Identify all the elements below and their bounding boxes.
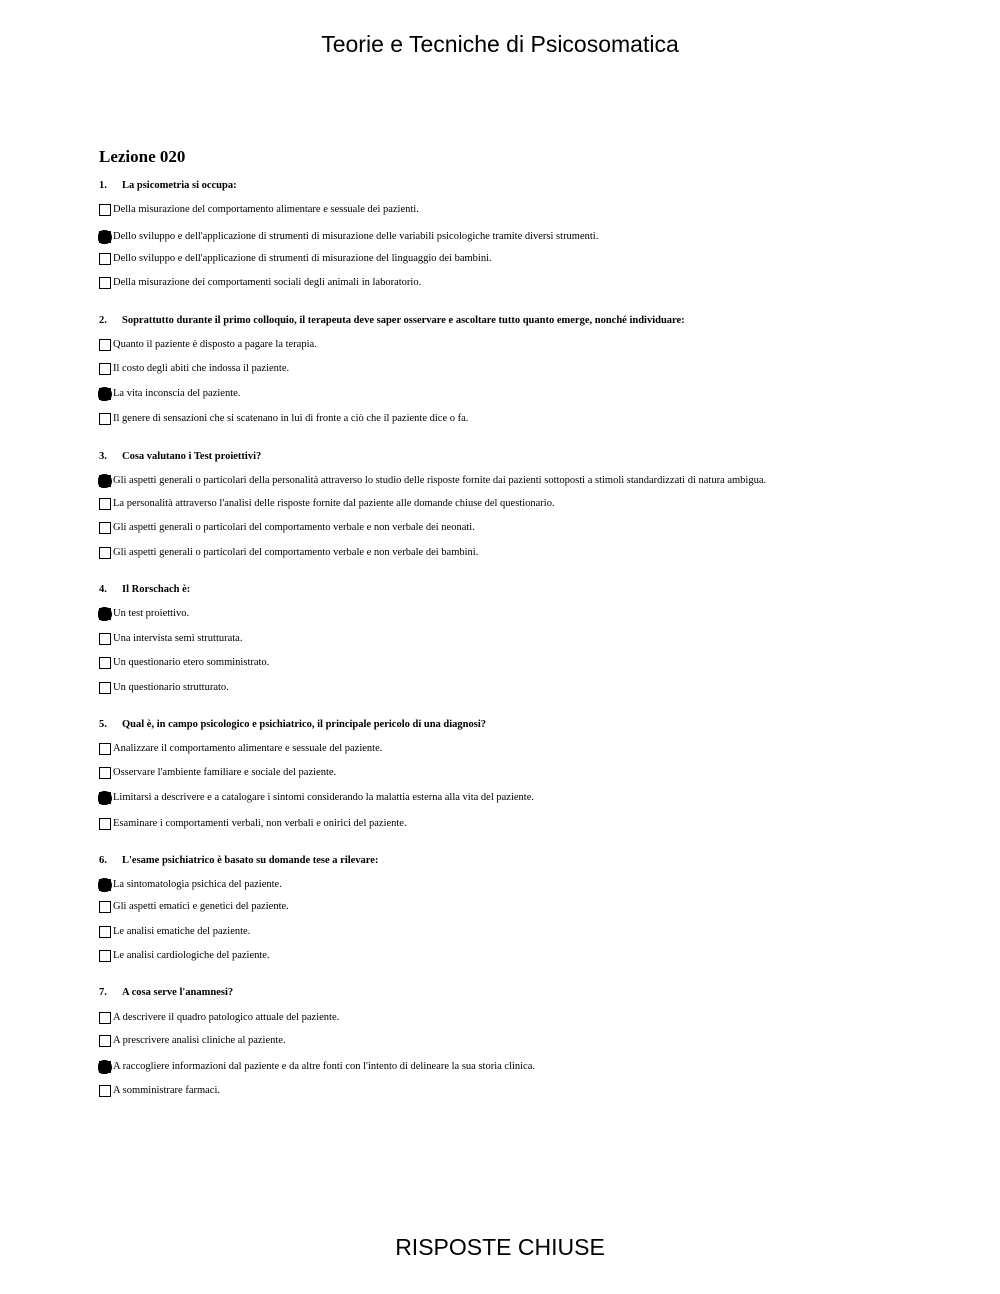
question-number: 2. <box>99 315 107 326</box>
checkbox[interactable] <box>99 277 111 289</box>
answer-option[interactable] <box>99 816 407 831</box>
question-title <box>99 180 237 191</box>
checkbox-checked[interactable] <box>99 388 111 400</box>
answer-option[interactable] <box>99 790 534 805</box>
answer-option-label: Gli aspetti generali o particolari del comportamento verbale e non verbale dei bambini. <box>113 547 479 558</box>
answer-option[interactable] <box>99 606 189 621</box>
question-text: Qual è, in campo psicologico e psichiatrico, il principale pericolo di una diagnosi? <box>122 719 487 730</box>
answer-option-label: Un test proiettivo. <box>113 608 190 619</box>
answer-option-label: Analizzare il comportamento alimentare e sessuale del paziente. <box>113 743 383 754</box>
checkbox-checked[interactable] <box>99 1061 111 1073</box>
checkbox-checked[interactable] <box>99 231 111 243</box>
question-number: 6. <box>99 855 107 866</box>
checkbox[interactable] <box>99 547 111 559</box>
answer-option[interactable] <box>99 361 289 376</box>
checkbox[interactable] <box>99 522 111 534</box>
question-text: Cosa valutano i Test proiettivi? <box>122 451 262 462</box>
question-number: 3. <box>99 451 107 462</box>
answer-option-label: A somministrare farmaci. <box>113 1085 221 1096</box>
answer-option-label: Quanto il paziente è disposto a pagare la terapia. <box>113 339 317 350</box>
answer-option-label: Dello sviluppo e dell'applicazione di strumenti di misurazione del linguaggio dei bambini. <box>113 253 492 264</box>
checkbox[interactable] <box>99 1012 111 1024</box>
answer-option[interactable] <box>99 948 270 963</box>
answer-option[interactable] <box>99 1083 220 1098</box>
question-number: 7. <box>99 987 107 998</box>
checkbox[interactable] <box>99 253 111 265</box>
answer-option-label: Un questionario strutturato. <box>113 682 229 693</box>
question-title <box>99 315 685 326</box>
answer-option[interactable] <box>99 473 766 488</box>
checkbox[interactable] <box>99 950 111 962</box>
answer-option-label: Le analisi cardiologiche del paziente. <box>113 950 270 961</box>
checkbox-checked[interactable] <box>99 879 111 891</box>
answer-option-label: A raccogliere informazioni dal paziente e da altre fonti con l'intento di delineare la sua storia clinica. <box>113 1061 536 1072</box>
answer-option-label: Limitarsi a descrivere e a catalogare i sintomi considerando la malattia esterna alla vita del paziente. <box>113 792 534 803</box>
answer-option[interactable] <box>99 899 289 914</box>
question-title <box>99 855 378 866</box>
question-text: A cosa serve l'anamnesi? <box>122 987 234 998</box>
answer-option[interactable] <box>99 275 421 290</box>
question-text: La psicometria si occupa: <box>122 180 237 191</box>
answer-option[interactable] <box>99 655 269 670</box>
answer-option[interactable] <box>99 680 229 695</box>
checkbox[interactable] <box>99 633 111 645</box>
answer-option[interactable] <box>99 1059 535 1074</box>
checkbox[interactable] <box>99 204 111 216</box>
question-number: 4. <box>99 584 107 595</box>
answer-option[interactable] <box>99 251 492 266</box>
checkbox-checked[interactable] <box>99 475 111 487</box>
answer-option[interactable] <box>99 202 419 217</box>
answer-option[interactable] <box>99 924 250 939</box>
question-number: 5. <box>99 719 107 730</box>
answer-option-label: La personalità attraverso l'analisi delle risposte fornite dal paziente alle domande chiuse del questionario. <box>113 498 555 509</box>
checkbox[interactable] <box>99 413 111 425</box>
answer-option[interactable] <box>99 411 468 426</box>
answer-option-label: Dello sviluppo e dell'applicazione di strumenti di misurazione delle variabili psicologiche tramite diversi strumenti. <box>113 231 599 242</box>
question-text: Il Rorschach è: <box>122 584 191 595</box>
lesson-heading: Lezione 020 <box>99 147 186 166</box>
answer-option-label: Una intervista semi strutturata. <box>113 633 243 644</box>
answer-option[interactable] <box>99 545 478 560</box>
question-text: L'esame psichiatrico è basato su domande tese a rilevare: <box>122 855 379 866</box>
answer-option-label: Gli aspetti ematici e genetici del paziente. <box>113 901 289 912</box>
answer-option[interactable] <box>99 741 382 756</box>
checkbox[interactable] <box>99 657 111 669</box>
answer-option[interactable] <box>99 337 317 352</box>
checkbox[interactable] <box>99 767 111 779</box>
checkbox-checked[interactable] <box>99 608 111 620</box>
question-title <box>99 987 233 998</box>
answer-option[interactable] <box>99 1010 339 1025</box>
checkbox-checked[interactable] <box>99 792 111 804</box>
answer-option-label: Osservare l'ambiente familiare e sociale del paziente. <box>113 767 337 778</box>
answer-option-label: La vita inconscia del paziente. <box>113 388 241 399</box>
checkbox[interactable] <box>99 926 111 938</box>
answer-option[interactable] <box>99 386 240 401</box>
answer-option-label: Gli aspetti generali o particolari del comportamento verbale e non verbale dei neonati. <box>113 522 475 533</box>
checkbox[interactable] <box>99 1085 111 1097</box>
question-title <box>99 451 261 462</box>
answer-option-label: A prescrivere analisi cliniche al paziente. <box>113 1035 286 1046</box>
checkbox[interactable] <box>99 743 111 755</box>
checkbox[interactable] <box>99 1035 111 1047</box>
answer-option-label: La sintomatologia psichica del paziente. <box>113 879 282 890</box>
checkbox[interactable] <box>99 498 111 510</box>
answer-option[interactable] <box>99 229 598 244</box>
answer-option[interactable] <box>99 496 555 511</box>
answer-option-label: Il genere di sensazioni che si scatenano in lui di fronte a ciò che il paziente dice o fa. <box>113 413 469 424</box>
answer-option[interactable] <box>99 877 282 892</box>
checkbox[interactable] <box>99 901 111 913</box>
page-footer: RISPOSTE CHIUSE <box>395 1234 605 1260</box>
answer-option[interactable] <box>99 1033 286 1048</box>
answer-option[interactable] <box>99 520 475 535</box>
checkbox[interactable] <box>99 363 111 375</box>
answer-option-label: Gli aspetti generali o particolari della personalità attraverso lo studio delle risposte fornite dai pazienti sottoposti a stimoli standardizzati di natura ambigua. <box>113 475 767 486</box>
answer-option-label: A descrivere il quadro patologico attuale del paziente. <box>113 1012 340 1023</box>
question-number: 1. <box>99 180 107 191</box>
checkbox[interactable] <box>99 339 111 351</box>
answer-option-label: Della misurazione del comportamento alimentare e sessuale dei pazienti. <box>113 204 419 215</box>
answer-option-label: Della misurazione dei comportamenti sociali degli animali in laboratorio. <box>113 277 422 288</box>
answer-option-label: Le analisi ematiche del paziente. <box>113 926 251 937</box>
answer-option-label: Un questionario etero somministrato. <box>113 657 270 668</box>
checkbox[interactable] <box>99 682 111 694</box>
answer-option-label: Il costo degli abiti che indossa il paziente. <box>113 363 290 374</box>
checkbox[interactable] <box>99 818 111 830</box>
answer-option[interactable] <box>99 631 242 646</box>
answer-option[interactable] <box>99 765 336 780</box>
answer-option-label: Esaminare i comportamenti verbali, non verbali e onirici del paziente. <box>113 818 407 829</box>
question-title <box>99 584 190 595</box>
question-title <box>99 719 486 730</box>
question-text: Soprattutto durante il primo colloquio, il terapeuta deve saper osservare e ascoltare tutto quanto emerge, nonché individuare: <box>122 315 685 326</box>
page-title: Teorie e Tecniche di Psicosomatica <box>321 31 679 57</box>
